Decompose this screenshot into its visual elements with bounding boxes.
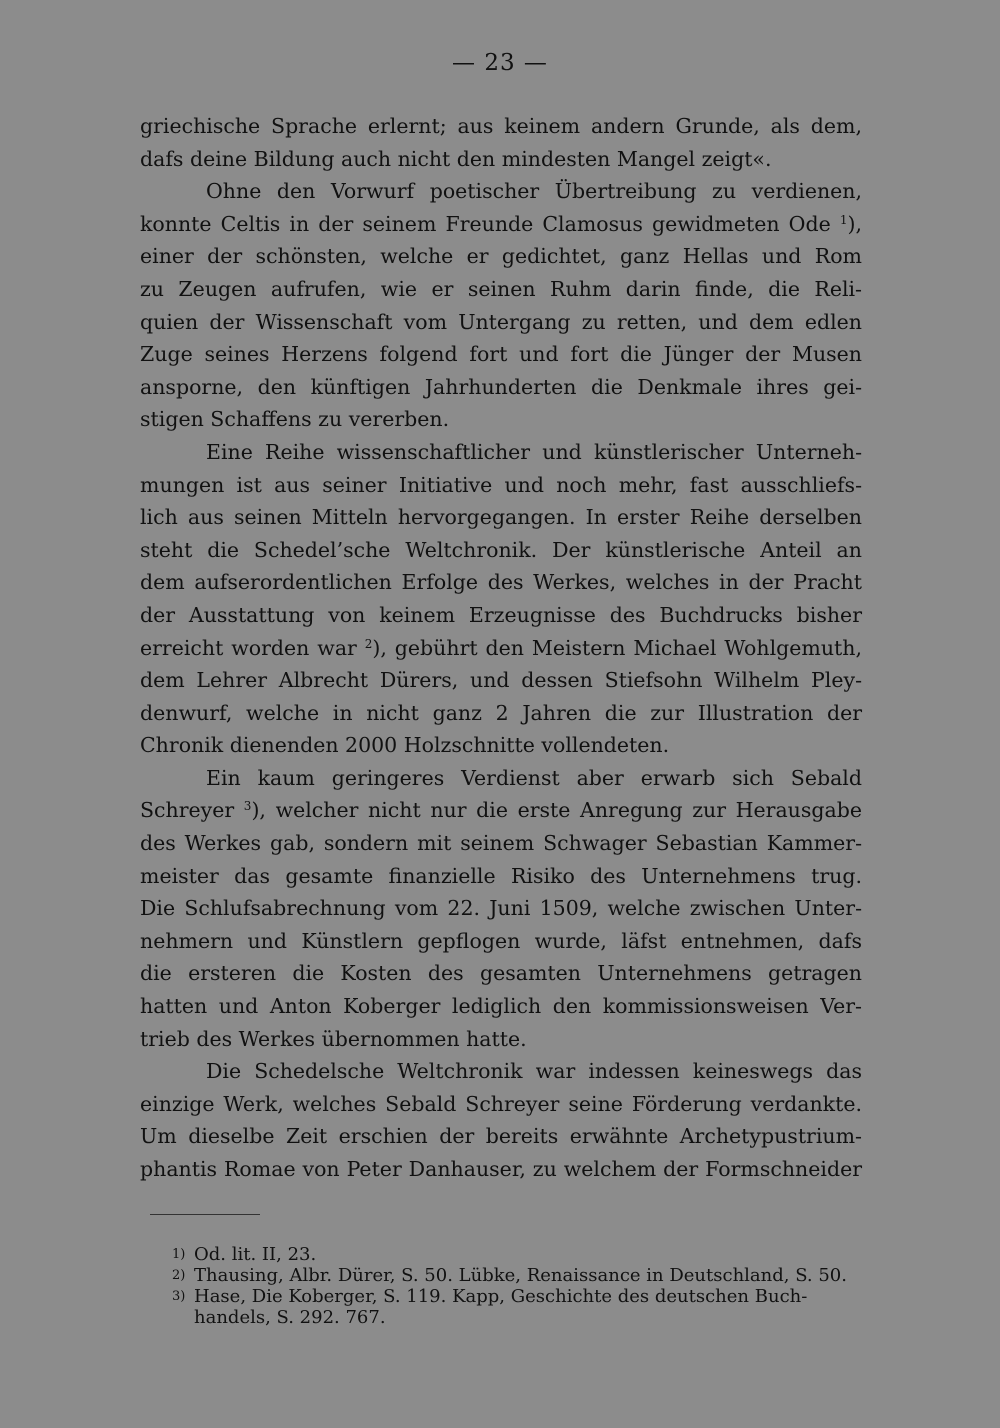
text-line: dem aufserordentlichen Erfolge des Werkes, welches in der Pracht	[140, 570, 862, 595]
page-number: — 23 —	[452, 50, 548, 76]
text-segment: ), gebührt den Meistern Michael Wohlgemuth,	[372, 635, 862, 660]
text-line: die ersteren die Kosten des gesamten Unternehmens getragen	[140, 961, 862, 986]
footnote-ref: 2	[364, 636, 373, 651]
text-line: einer der schönsten, welche er gedichtet, ganz Hellas und Rom	[140, 244, 862, 269]
main-text	[140, 110, 862, 1186]
text-line: zu Zeugen aufrufen, wie er seinen Ruhm darin finde, die Reli-	[140, 276, 862, 301]
text-line	[140, 208, 862, 241]
text-line: steht die Schedel’sche Weltchronik. Der künstlerische Anteil an	[140, 537, 862, 562]
footnote-ref: 3	[243, 799, 252, 814]
text-line: nehmern und Künstlern gepflogen wurde, läfst entnehmen, dafs	[140, 928, 862, 953]
text-segment: Schreyer	[140, 798, 235, 823]
footnote	[172, 1265, 862, 1286]
text-line: Eine Reihe wissenschaftlicher und künstlerischer Unterneh-	[206, 439, 862, 464]
text-line: der Ausstattung von keinem Erzeugnisse des Buchdrucks bisher	[140, 602, 862, 627]
footnote-text: handels, S. 292. 767.	[194, 1307, 386, 1328]
footnote	[172, 1286, 862, 1307]
text-line: Chronik dienenden 2000 Holzschnitte vollendeten.	[140, 733, 670, 758]
footnote-text: Od. lit. II, 23.	[194, 1244, 317, 1265]
text-line: Die Schedelsche Weltchronik war indessen keineswegs das	[206, 1059, 862, 1084]
footnote-ref: 1	[839, 212, 848, 227]
text-line: quien der Wissenschaft vom Untergang zu retten, und dem edlen	[140, 309, 862, 334]
text-line: trieb des Werkes übernommen hatte.	[140, 1026, 527, 1051]
text-line: dem Lehrer Albrecht Dürers, und dessen Stiefsohn Wilhelm Pley-	[140, 668, 862, 693]
text-line: meister das gesamte finanzielle Risiko des Unternehmens trug.	[140, 863, 862, 888]
text-line: Ein kaum geringeres Verdienst aber erwarb sich Sebald	[206, 765, 862, 790]
footnote-separator	[150, 1214, 260, 1215]
text-line: griechische Sprache erlernt; aus keinem andern Grunde, als dem,	[140, 114, 862, 138]
footnote	[172, 1307, 862, 1328]
text-line: lich aus seinen Mitteln hervorgegangen. In erster Reihe derselben	[140, 505, 862, 530]
text-line: phantis Romae von Peter Danhauser, zu welchem der Formschneider	[140, 1157, 862, 1181]
footnote-text: Hase, Die Koberger, S. 119. Kapp, Geschichte des deutschen Buch-	[194, 1286, 808, 1307]
text-line: mungen ist aus seiner Initiative und noch mehr, fast ausschliefs-	[140, 472, 862, 497]
text-line	[140, 632, 862, 665]
text-line: Um dieselbe Zeit erschien der bereits erwähnte Archetypustrium-	[140, 1124, 862, 1149]
footnote-mark: 3)	[172, 1289, 186, 1304]
text-segment: ), welcher nicht nur die erste Anregung zur Herausgabe	[251, 798, 862, 823]
text-segment: ),	[847, 211, 862, 236]
text-line: Ohne den Vorwurf poetischer Übertreibung zu verdienen,	[206, 179, 862, 204]
footnotes	[172, 1244, 862, 1328]
text-line: dafs deine Bildung auch nicht den mindesten Mangel zeigt«.	[140, 146, 772, 171]
footnote-mark: 1)	[172, 1247, 186, 1262]
text-line: des Werkes gab, sondern mit seinem Schwager Sebastian Kammer-	[140, 831, 862, 856]
text-line: einzige Werk, welches Sebald Schreyer seine Förderung verdankte.	[140, 1091, 862, 1116]
footnote-text: Thausing, Albr. Dürer, S. 50. Lübke, Renaissance in Deutschland, S. 50.	[194, 1265, 847, 1286]
text-line: Die Schlufsabrechnung vom 22. Juni 1509, welche zwischen Unter-	[140, 896, 862, 921]
text-line: ansporne, den künftigen Jahrhunderten die Denkmale ihres gei-	[140, 374, 862, 399]
text-line: hatten und Anton Koberger lediglich den kommissionsweisen Ver-	[140, 994, 862, 1019]
text-segment: erreicht worden war	[140, 635, 357, 660]
text-line	[140, 794, 862, 827]
text-line: Zuge seines Herzens folgend fort und fort die Jünger der Musen	[140, 342, 862, 367]
footnote-mark: 2)	[172, 1268, 186, 1283]
footnote	[172, 1244, 862, 1265]
text-line: stigen Schaffens zu vererben.	[140, 407, 450, 432]
text-line: denwurf, welche in nicht ganz 2 Jahren die zur Illustration der	[140, 700, 862, 725]
text-segment: konnte Celtis in der seinem Freunde Clamosus gewidmeten Ode	[140, 211, 831, 236]
